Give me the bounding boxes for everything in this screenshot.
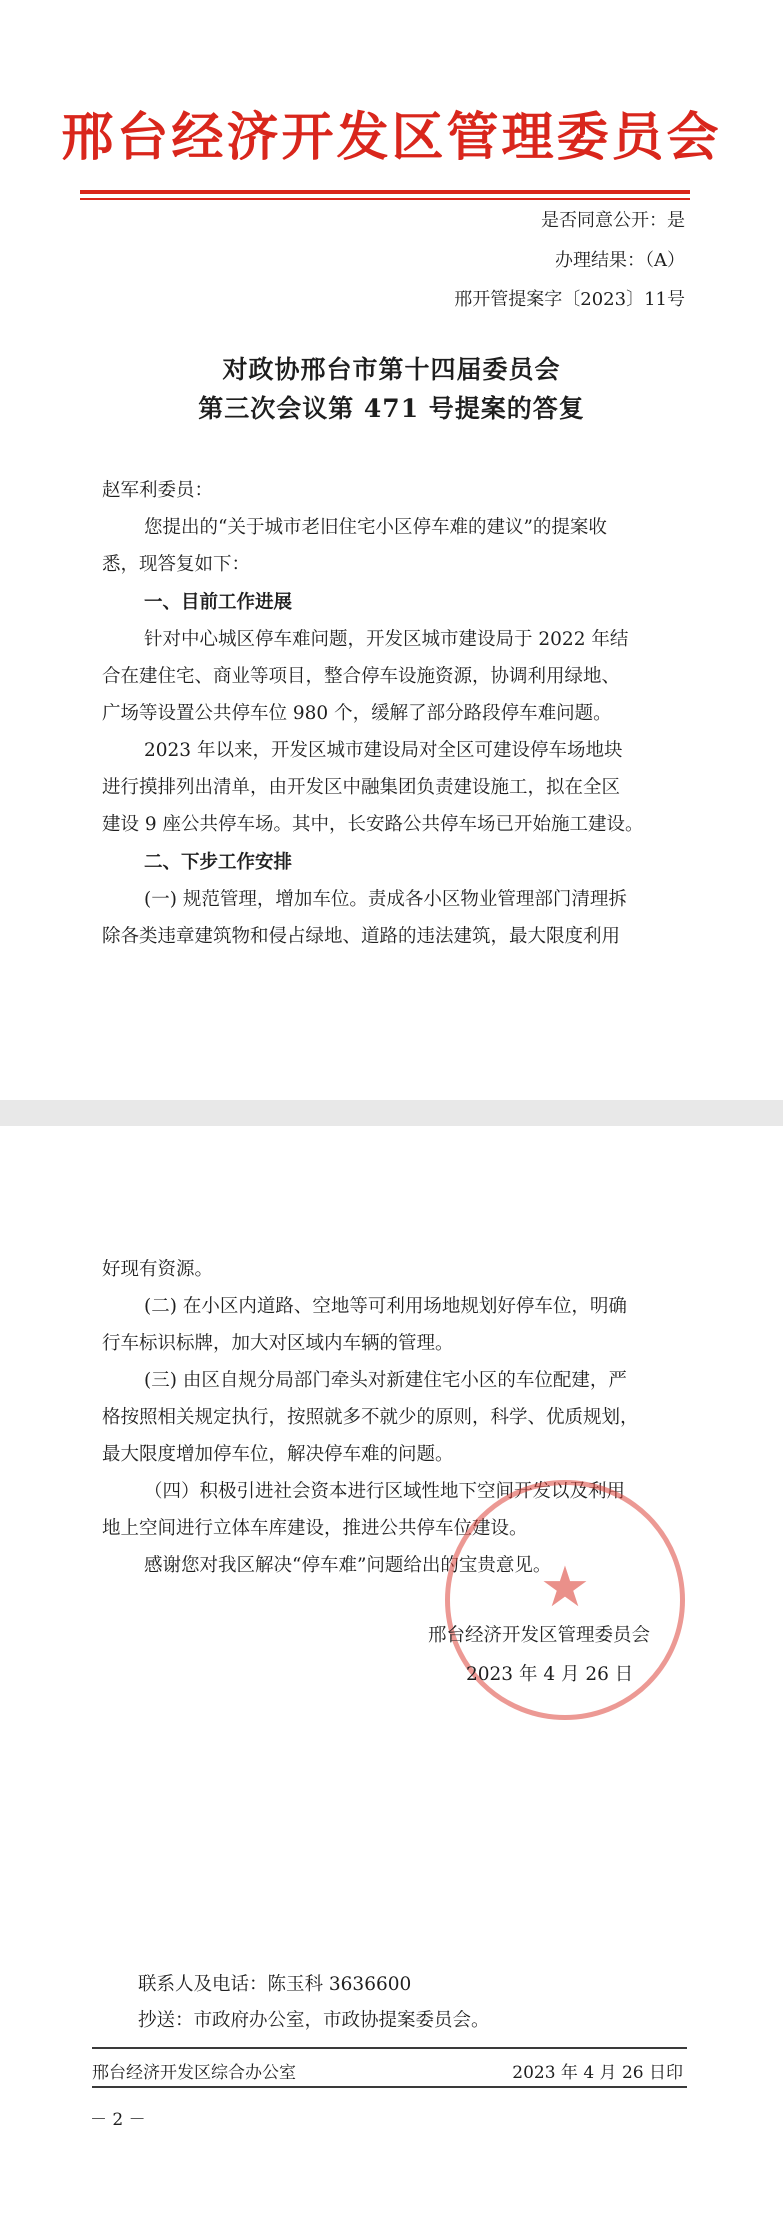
page-separator — [0, 1100, 783, 1126]
intro-line: 悉，现答复如下： — [102, 554, 251, 575]
paragraph-line: 除各类违章建筑物和侵占绿地、道路的违法建筑，最大限度利用 — [102, 926, 621, 947]
paragraph-line: (一) 规范管理，增加车位。责成各小区物业管理部门清理拆 — [144, 889, 627, 910]
section-heading-progress: 一、目前工作进展 — [144, 592, 293, 613]
paragraph-line: 合在建住宅、商业等项目，整合停车设施资源，协调利用绿地、 — [102, 666, 621, 687]
paragraph-line: (三) 由区自规分局部门牵头对新建住宅小区的车位配建，严 — [144, 1370, 627, 1391]
signature-org: 邢台经济开发区管理委员会 — [428, 1625, 651, 1646]
document-title-line1: 对政协邢台市第十四届委员会 — [222, 355, 561, 384]
cc-list: 抄送：市政府办公室，市政协提案委员会。 — [138, 2010, 490, 2031]
document-number: 邢开管提案字〔2023〕11号 — [454, 289, 685, 310]
footer-divider — [92, 2086, 687, 2088]
print-date: 2023 年 4 月 26 日印 — [512, 2063, 683, 2083]
header-divider-thin — [80, 198, 690, 200]
header-divider-thick — [80, 190, 690, 194]
salutation: 赵军利委员： — [102, 480, 214, 501]
issuing-office: 邢台经济开发区综合办公室 — [92, 2063, 296, 2083]
paragraph-line: 广场等设置公共停车位 980 个，缓解了部分路段停车难问题。 — [102, 703, 612, 724]
footer-divider — [92, 2047, 687, 2049]
handling-result: 办理结果：（A） — [555, 250, 685, 271]
paragraph-line: 格按照相关规定执行，按照就多不就少的原则，科学、优质规划， — [102, 1407, 639, 1428]
disclosure-status: 是否同意公开：是 — [541, 210, 685, 231]
signature-date: 2023 年 4 月 26 日 — [466, 1664, 634, 1685]
paragraph-line: 2023 年以来，开发区城市建设局对全区可建设停车场地块 — [144, 740, 623, 761]
paragraph-line: 好现有资源。 — [102, 1259, 214, 1280]
document-title-line2: 第三次会议第 471 号提案的答复 — [198, 394, 585, 423]
paragraph-line: (二) 在小区内道路、空地等可利用场地规划好停车位，明确 — [144, 1296, 627, 1317]
intro-line: 您提出的“关于城市老旧住宅小区停车难的建议”的提案收 — [144, 517, 607, 538]
paragraph-line: 最大限度增加停车位，解决停车难的问题。 — [102, 1444, 454, 1465]
org-header-title: 邢台经济开发区管理委员会 — [61, 108, 722, 168]
paragraph-line: 行车标识标牌，加大对区域内车辆的管理。 — [102, 1333, 454, 1354]
document-page-1 — [0, 0, 783, 1100]
closing-thanks: 感谢您对我区解决“停车难”问题给出的宝贵意见。 — [144, 1555, 552, 1576]
paragraph-line: （四）积极引进社会资本进行区域性地下空间开发以及利用 — [144, 1481, 626, 1502]
paragraph-line: 针对中心城区停车难问题，开发区城市建设局于 2022 年结 — [144, 629, 629, 650]
page-number: － 2 － — [90, 2110, 146, 2130]
paragraph-line: 建设 9 座公共停车场。其中，长安路公共停车场已开始施工建设。 — [102, 814, 644, 835]
contact-info: 联系人及电话：陈玉科 3636600 — [138, 1974, 412, 1995]
section-heading-next-steps: 二、下步工作安排 — [144, 852, 293, 873]
paragraph-line: 进行摸排列出清单，由开发区中融集团负责建设施工，拟在全区 — [102, 777, 621, 798]
seal-star-icon: ★ — [539, 1555, 591, 1620]
paragraph-line: 地上空间进行立体车库建设，推进公共停车位建设。 — [102, 1518, 528, 1539]
